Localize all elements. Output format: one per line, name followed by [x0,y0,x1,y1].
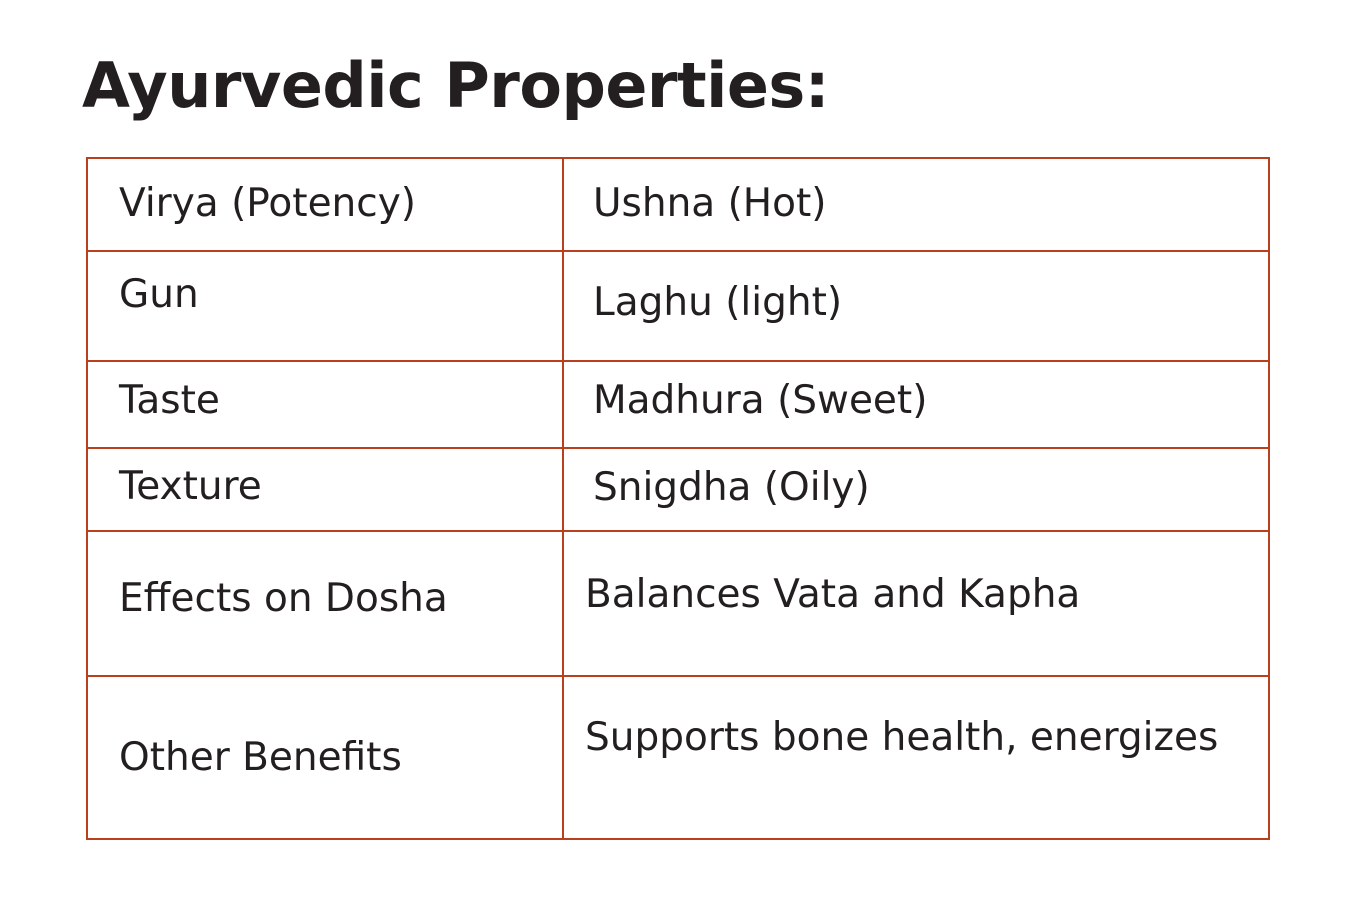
property-cell [87,158,563,251]
value-cell [563,251,1269,361]
value-cell [563,676,1269,839]
table-row [87,676,1269,839]
property-value: Madhura (Sweet) [593,378,928,423]
value-cell [563,158,1269,251]
property-label: Virya (Potency) [119,181,417,226]
property-label: Texture [119,464,262,509]
property-label: Other Benefits [119,735,402,780]
property-value: Ushna (Hot) [593,181,827,226]
table-row [87,361,1269,448]
property-value: Laghu (light) [593,280,843,325]
properties-table [86,157,1270,840]
table-row [87,531,1269,676]
property-value: Supports bone health, energizes [585,715,1219,760]
property-cell [87,676,563,839]
property-value: Snigdha (Oily) [593,465,870,510]
page-title: Ayurvedic Properties: [82,49,830,122]
property-label: Taste [119,378,220,423]
value-cell [563,361,1269,448]
property-label: Gun [119,272,199,317]
property-cell [87,531,563,676]
value-cell [563,531,1269,676]
table-row [87,251,1269,361]
value-cell [563,448,1269,531]
property-cell [87,251,563,361]
table-row [87,448,1269,531]
property-cell [87,448,563,531]
property-cell [87,361,563,448]
table-row [87,158,1269,251]
property-label: Effects on Dosha [119,576,448,621]
property-value: Balances Vata and Kapha [585,572,1081,617]
